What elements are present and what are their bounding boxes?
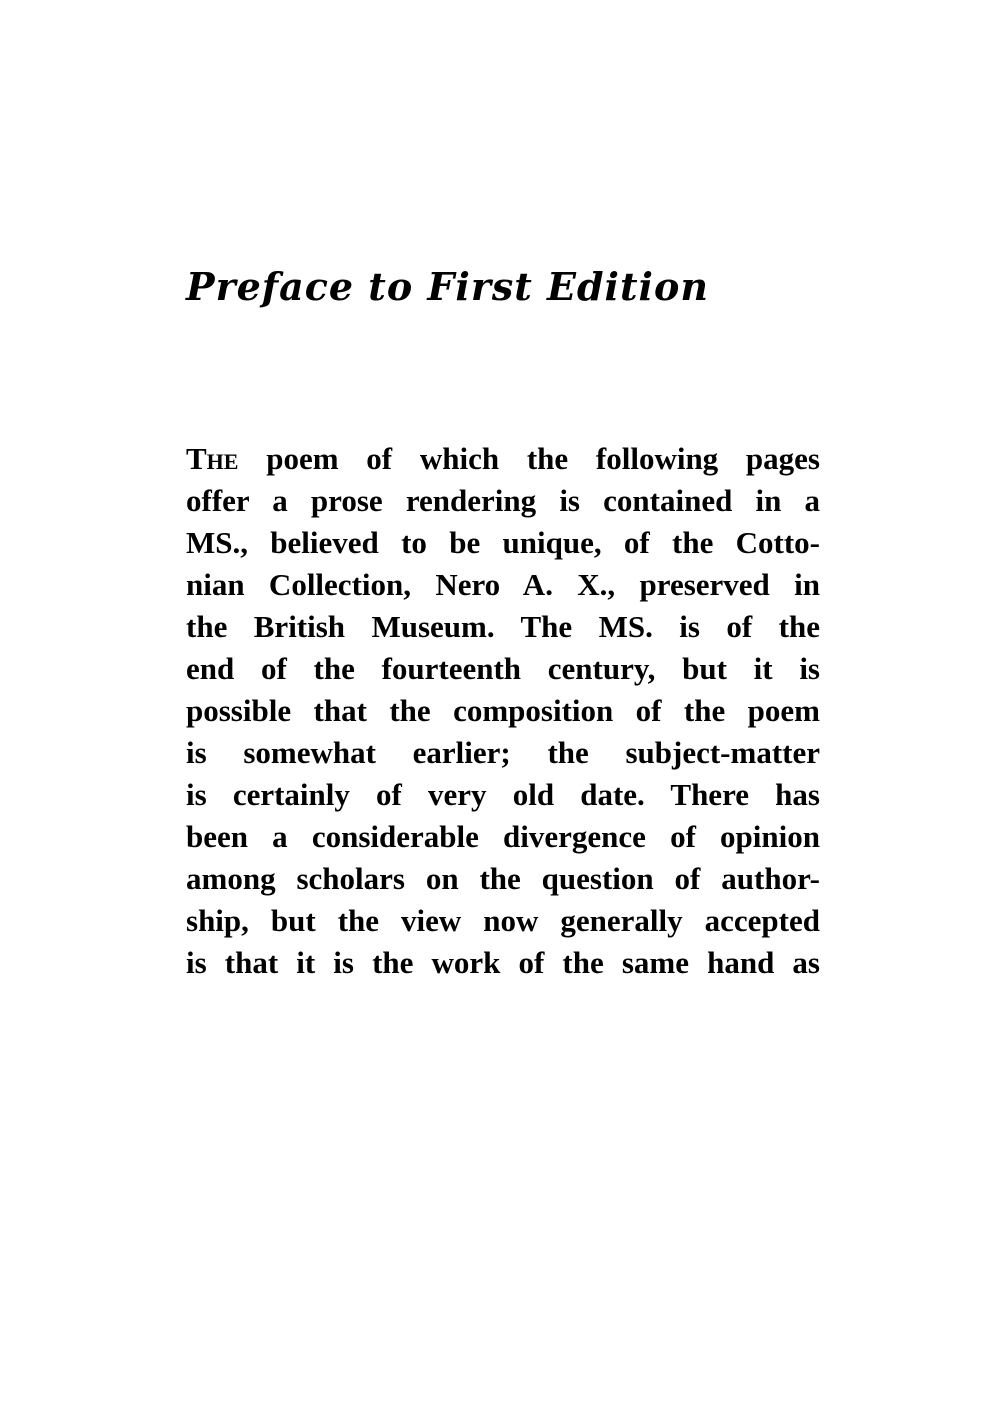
preface-paragraph [186, 438, 820, 984]
text-line: is certainly of very old date. There has [186, 777, 820, 812]
text-line: MS., believed to be unique, of the Cotto- [186, 525, 820, 560]
text-line: been a considerable divergence of opinion [186, 819, 820, 854]
text-line-content: poem of which the following pages [238, 441, 820, 476]
text-line: nian Collection, Nero A. X., preserved in [186, 567, 820, 602]
drop-word: The [186, 441, 239, 476]
text-line: is that it is the work of the same hand as [186, 945, 820, 980]
text-line: ship, but the view now generally accepted [186, 903, 820, 938]
text-line: offer a prose rendering is contained in a [186, 483, 820, 518]
text-line: among scholars on the question of author- [186, 861, 820, 896]
text-line: end of the fourteenth century, but it is [186, 651, 820, 686]
text-line [186, 438, 820, 480]
page-heading: Preface to First Edition [186, 264, 709, 309]
text-line: is somewhat earlier; the subject-matter [186, 735, 820, 770]
text-line: the British Museum. The MS. is of the [186, 609, 820, 644]
text-line: possible that the composition of the poem [186, 693, 820, 728]
